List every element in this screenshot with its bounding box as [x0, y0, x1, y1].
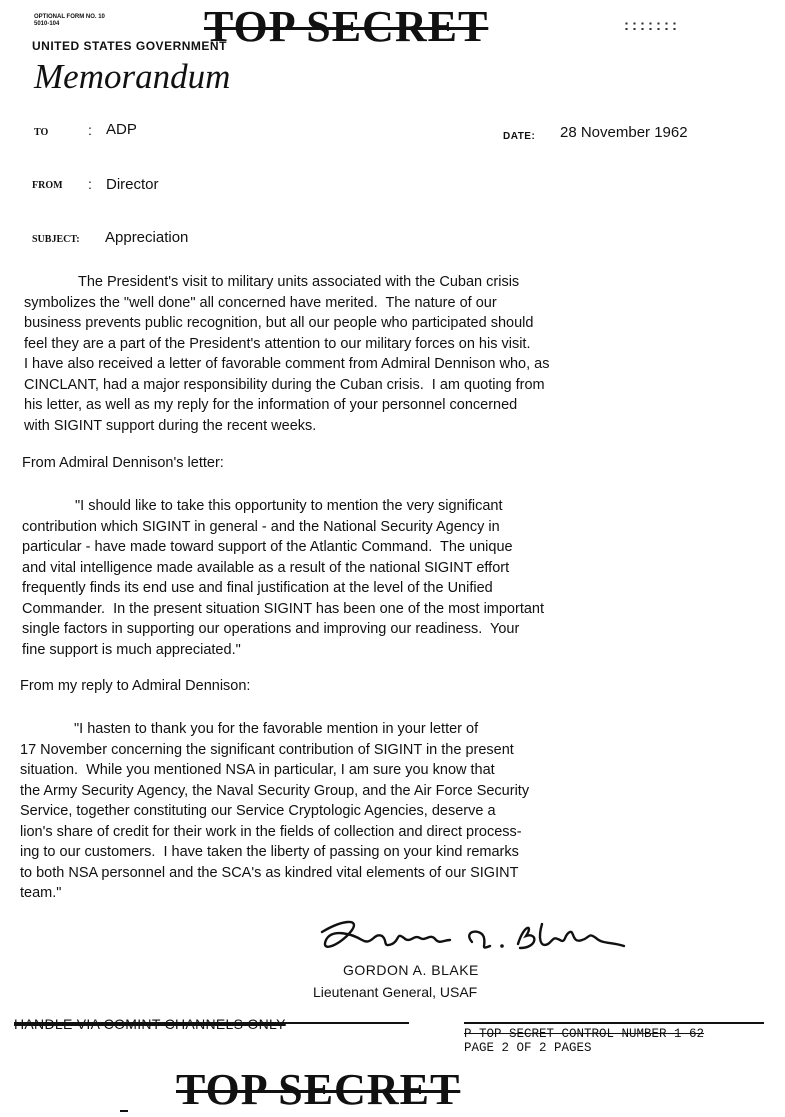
- paragraph-line: Service, together constituting our Service Cryptologic Agencies, deserve a: [20, 803, 496, 819]
- subject-value: Appreciation: [105, 229, 189, 246]
- form-number: OPTIONAL FORM NO. 10 5010-104: [34, 14, 105, 27]
- paragraph-line: feel they are a part of the President's attention to our military forces on his visit.: [24, 335, 531, 352]
- to-label: TO: [34, 127, 49, 138]
- to-colon: :: [88, 122, 92, 138]
- date-label: DATE:: [503, 131, 536, 142]
- paragraph-3-quote: [20, 719, 529, 904]
- intro-letter: From Admiral Dennison's letter:: [22, 455, 224, 471]
- scan-mark: [120, 1110, 128, 1112]
- from-colon: :: [88, 176, 92, 192]
- paragraph-line: and vital intelligence made available as a result of the national SIGINT effort: [22, 559, 510, 576]
- page-count: PAGE 2 OF 2 PAGES: [464, 1041, 592, 1055]
- paragraph-2-quote: [22, 496, 544, 660]
- paragraph-line: contribution which SIGINT in general - and the National Security Agency in: [22, 518, 500, 535]
- classification-bottom: TOP SECRET: [176, 1065, 461, 1114]
- subject-label: SUBJECT:: [32, 234, 80, 245]
- control-dots-mark: :::::::: [624, 17, 680, 34]
- paragraph-line: fine support is much appreciated.": [22, 641, 241, 658]
- paragraph-line: Commander. In the present situation SIGINT has been one of the most important: [22, 600, 545, 617]
- paragraph-line: "I hasten to thank you for the favorable mention in your letter of: [74, 721, 479, 737]
- from-value: Director: [106, 176, 159, 193]
- date-value: 28 November 1962: [560, 124, 688, 141]
- paragraph-line: ing to our customers. I have taken the liberty of passing on your kind remarks: [20, 844, 519, 860]
- memorandum-title: Memorandum: [34, 57, 231, 96]
- paragraph-line: to both NSA personnel and the SCA's as kindred vital elements of our SIGINT: [20, 864, 519, 881]
- signatory-name: GORDON A. BLAKE: [343, 962, 479, 978]
- paragraph-line: "I should like to take this opportunity to mention the very significant: [75, 498, 503, 514]
- paragraph-line: situation. While you mentioned NSA in particular, I am sure you know that: [20, 762, 495, 778]
- to-value: ADP: [106, 121, 137, 138]
- paragraph-line: the Army Security Agency, the Naval Security Group, and the Air Force Security: [20, 782, 530, 799]
- from-label: FROM: [32, 180, 63, 191]
- intro-reply: From my reply to Admiral Dennison:: [20, 678, 251, 694]
- paragraph-line: team.": [20, 885, 62, 901]
- paragraph-line: particular - have made toward support of the Atlantic Command. The unique: [22, 539, 513, 555]
- control-block: [464, 1027, 704, 1055]
- control-number: P TOP SECRET CONTROL NUMBER 1-62: [464, 1027, 705, 1041]
- handwritten-signature: [312, 910, 632, 965]
- paragraph-1: [24, 272, 549, 436]
- control-rule: [464, 1022, 764, 1024]
- signatory-title: Lieutenant General, USAF: [313, 984, 478, 1000]
- paragraph-line: CINCLANT, had a major responsibility during the Cuban crisis. I am quoting from: [24, 376, 545, 393]
- paragraph-line: with SIGINT support during the recent weeks.: [24, 417, 317, 434]
- paragraph-line: 17 November concerning the significant contribution of SIGINT in the present: [20, 741, 514, 758]
- paragraph-line: business prevents public recognition, but all our people who participated should: [24, 315, 534, 331]
- paragraph-line: his letter, as well as my reply for the information of your personnel concerned: [24, 397, 518, 413]
- paragraph-line: I have also received a letter of favorable comment from Admiral Dennison who, as: [24, 356, 550, 372]
- paragraph-line: single factors in supporting our operations and improving our readiness. Your: [22, 621, 520, 637]
- classification-top: TOP SECRET: [204, 2, 489, 51]
- paragraph-line: frequently finds its end use and final justification at the level of the Unified: [22, 580, 493, 596]
- handling-caveat: HANDLE VIA COMINT CHANNELS ONLY: [14, 1016, 286, 1032]
- paragraph-line: lion's share of credit for their work in the fields of collection and direct process-: [20, 823, 522, 840]
- paragraph-line: symbolizes the "well done" all concerned have merited. The nature of our: [24, 294, 497, 311]
- government-heading: UNITED STATES GOVERNMENT: [32, 39, 227, 53]
- paragraph-line: The President's visit to military units associated with the Cuban crisis: [78, 274, 520, 290]
